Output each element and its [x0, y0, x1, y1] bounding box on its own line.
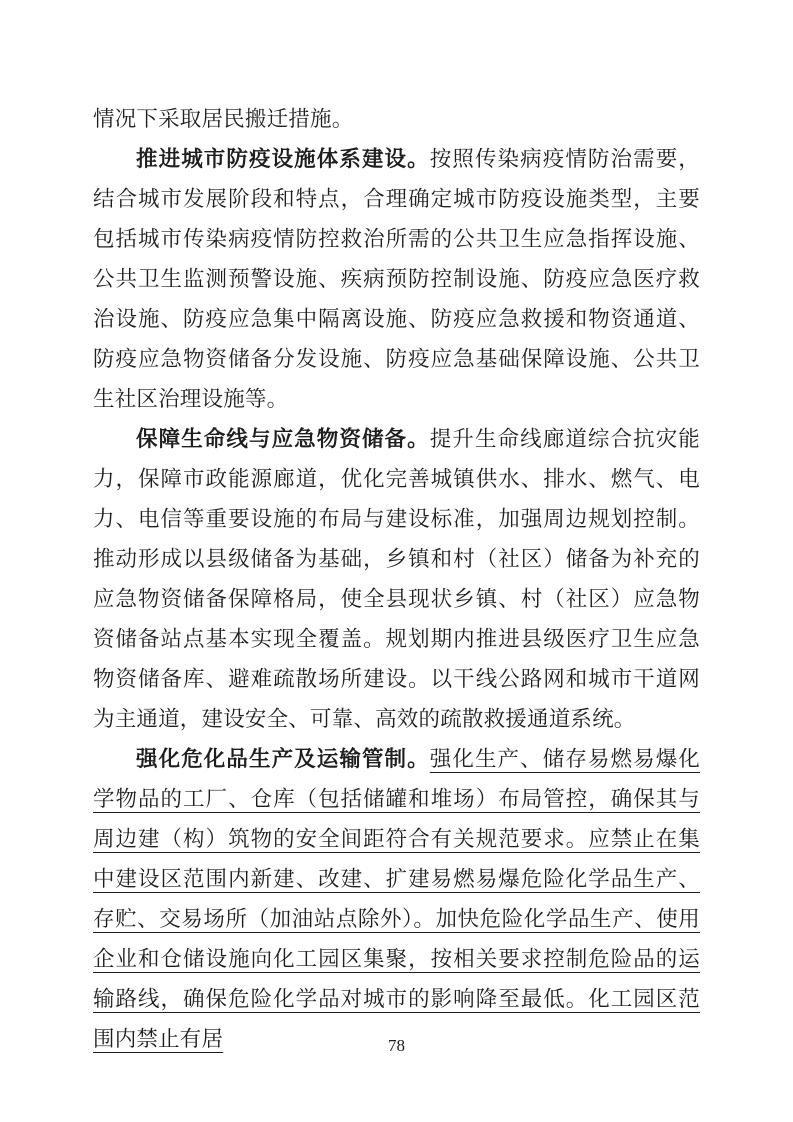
paragraph-text: 情况下采取居民搬迁措施。 — [93, 107, 354, 131]
paragraph-lead-bold: 推进城市防疫设施体系建设。 — [136, 147, 430, 171]
paragraph-hazardous-chemicals-control — [93, 739, 700, 1059]
page-number: 78 — [388, 1036, 405, 1055]
paragraph-epidemic-prevention-facilities — [93, 139, 700, 419]
paragraph-relocation-continuation — [93, 99, 700, 139]
paragraph-lead-bold: 强化危化品生产及运输管制。 — [136, 747, 430, 771]
paragraph-text-underlined: 强化生产、储存易燃易爆化学物品的工厂、仓库（包括储罐和堆场）布局管控，确保其与周边建（构）筑物的安全间距符合有关规范要求。应禁止在集中建设区范围内新建、改建、扩建易燃易爆危险化学品生产、存贮、交易场所（加油站点除外）。加快危险化学品生产、使用企业和仓储设施向化工园区集聚，按相关要求控制危险品的运输路线，确保危险化学品对城市的影响降至最低。化工园区范围内禁止有居 — [93, 747, 700, 1051]
paragraph-lifeline-emergency-supplies — [93, 419, 700, 739]
paragraph-text: 提升生命线廊道综合抗灾能力，保障市政能源廊道，优化完善城镇供水、排水、燃气、电力、电信等重要设施的布局与建设标准，加强周边规划控制。推动形成以县级储备为基础，乡镇和村（社区）储备为补充的应急物资储备保障格局，使全县现状乡镇、村（社区）应急物资储备站点基本实现全覆盖。规划期内推进县级医疗卫生应急物资储备库、避难疏散场所建设。以干线公路网和城市干道网为主通道，建设安全、可靠、高效的疏散救援通道系统。 — [93, 427, 700, 731]
paragraph-text: 按照传染病疫情防治需要，结合城市发展阶段和特点，合理确定城市防疫设施类型，主要包括城市传染病疫情防控救治所需的公共卫生应急指挥设施、公共卫生监测预警设施、疾病预防控制设施、防疫应急医疗救治设施、防疫应急集中隔离设施、防疫应急救援和物资通道、防疫应急物资储备分发设施、防疫应急基础保障设施、公共卫生社区治理设施等。 — [93, 147, 700, 411]
page-text-block — [93, 99, 700, 1059]
paragraph-lead-bold: 保障生命线与应急物资储备。 — [136, 427, 430, 451]
